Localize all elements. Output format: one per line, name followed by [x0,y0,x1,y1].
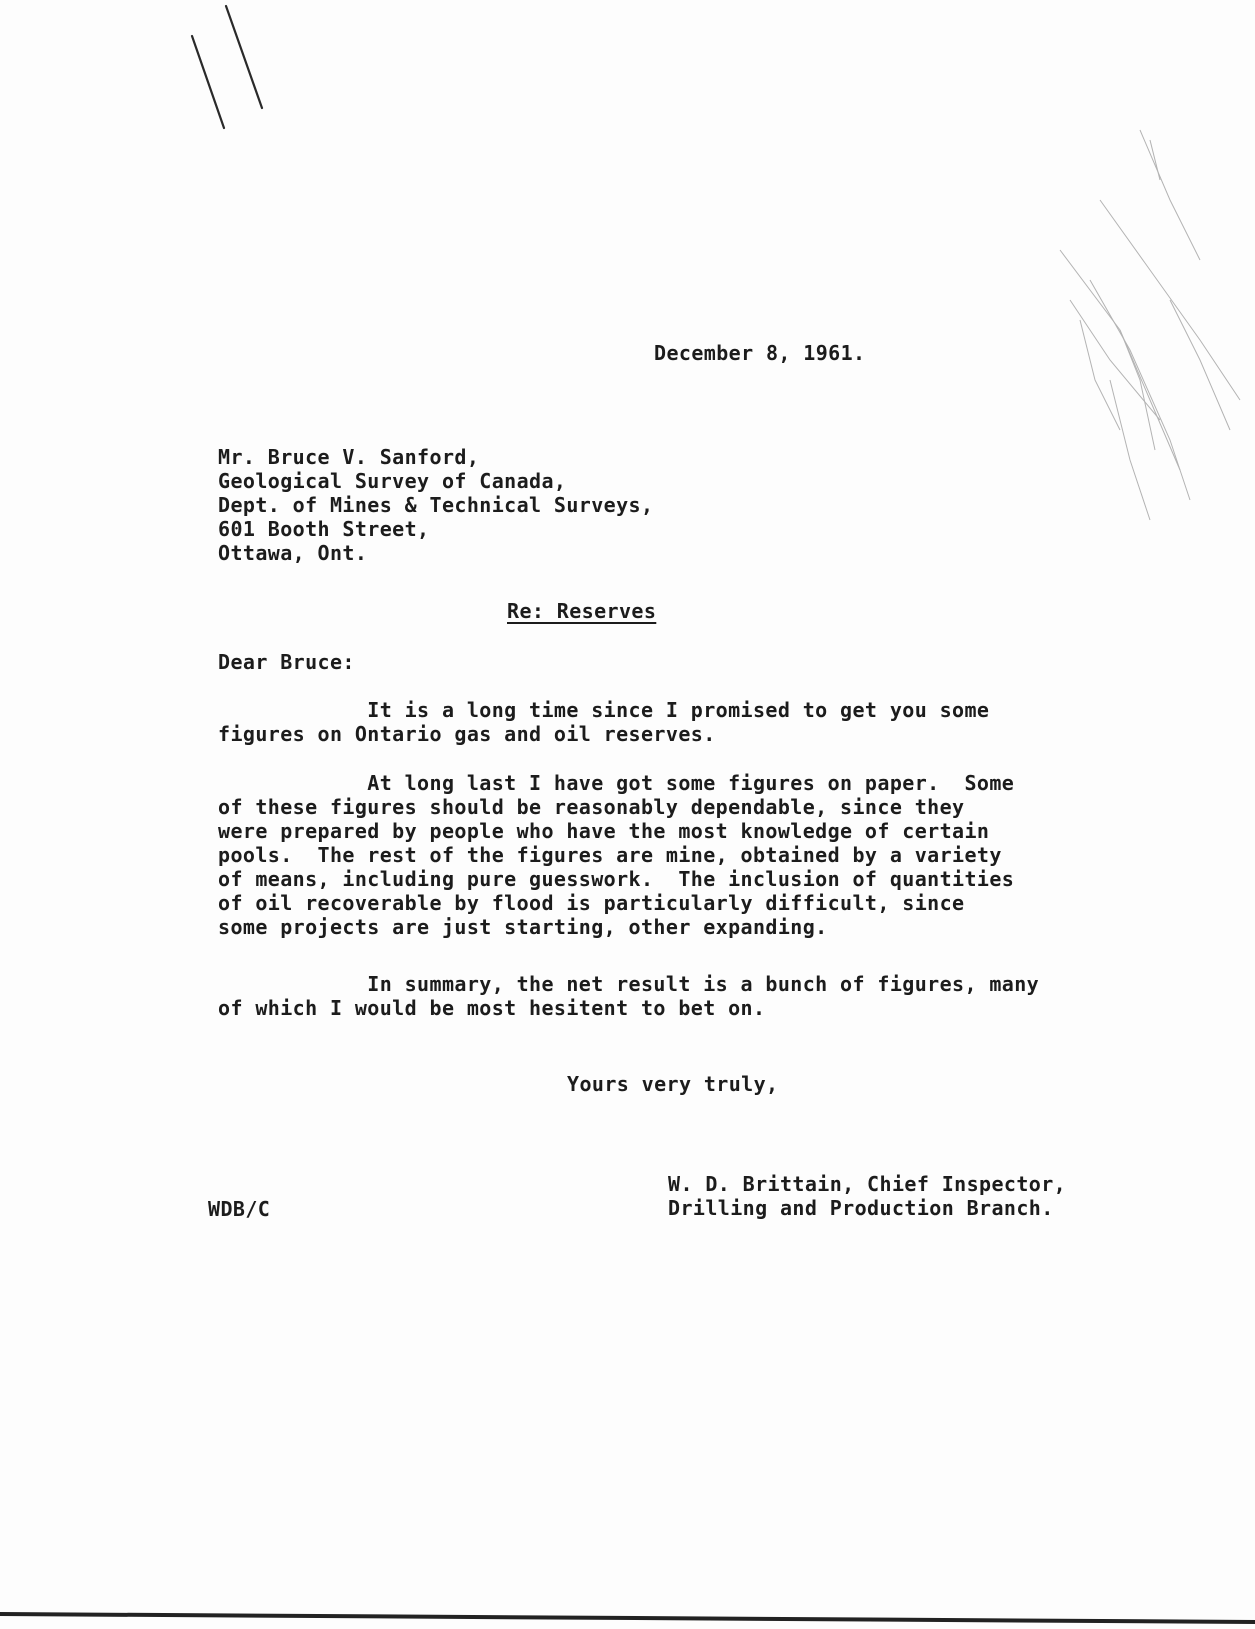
signature-line: W. D. Brittain, Chief Inspector, [668,1172,1067,1196]
paragraph-line: At long last I have got some figures on paper. Some [218,771,1015,795]
page-bottom-edge [0,1614,1255,1622]
paragraph-line: In summary, the net result is a bunch of figures, many [218,972,1040,996]
paragraph-line: of which I would be most hesitent to bet on. [218,996,766,1020]
address-line: Ottawa, Ont. [218,541,368,565]
paragraph-3 [218,972,1039,1020]
paragraph-line: figures on Ontario gas and oil reserves. [218,722,716,746]
address-line: Geological Survey of Canada, [218,469,567,493]
pencil-sketch-marks [1060,130,1240,520]
pen-stroke-right [226,6,262,108]
paragraph-line: some projects are just starting, other expanding. [218,915,828,939]
pen-stroke-left [192,36,224,128]
paragraph-line: of oil recoverable by flood is particularly difficult, since [218,891,965,915]
paragraph-line: of means, including pure guesswork. The inclusion of quantities [218,867,1015,891]
salutation: Dear Bruce: [218,650,355,674]
recipient-address [218,445,653,565]
paragraph-2 [218,771,1014,939]
letter-date: December 8, 1961. [654,341,866,365]
paragraph-1 [218,698,989,746]
paragraph-line: pools. The rest of the figures are mine, obtained by a variety [218,843,1002,867]
address-line: Mr. Bruce V. Sanford, [218,445,480,469]
address-line: 601 Booth Street, [218,517,430,541]
signature-block [668,1172,1066,1220]
paragraph-line: of these figures should be reasonably dependable, since they [218,795,965,819]
paragraph-line: It is a long time since I promised to get you some [218,698,990,722]
reference-initials: WDB/C [208,1197,271,1221]
signature-line: Drilling and Production Branch. [668,1196,1054,1220]
paragraph-line: were prepared by people who have the most knowledge of certain [218,819,990,843]
subject-line: Re: Reserves [507,599,657,623]
closing: Yours very truly, [567,1072,779,1096]
address-line: Dept. of Mines & Technical Surveys, [218,493,654,517]
